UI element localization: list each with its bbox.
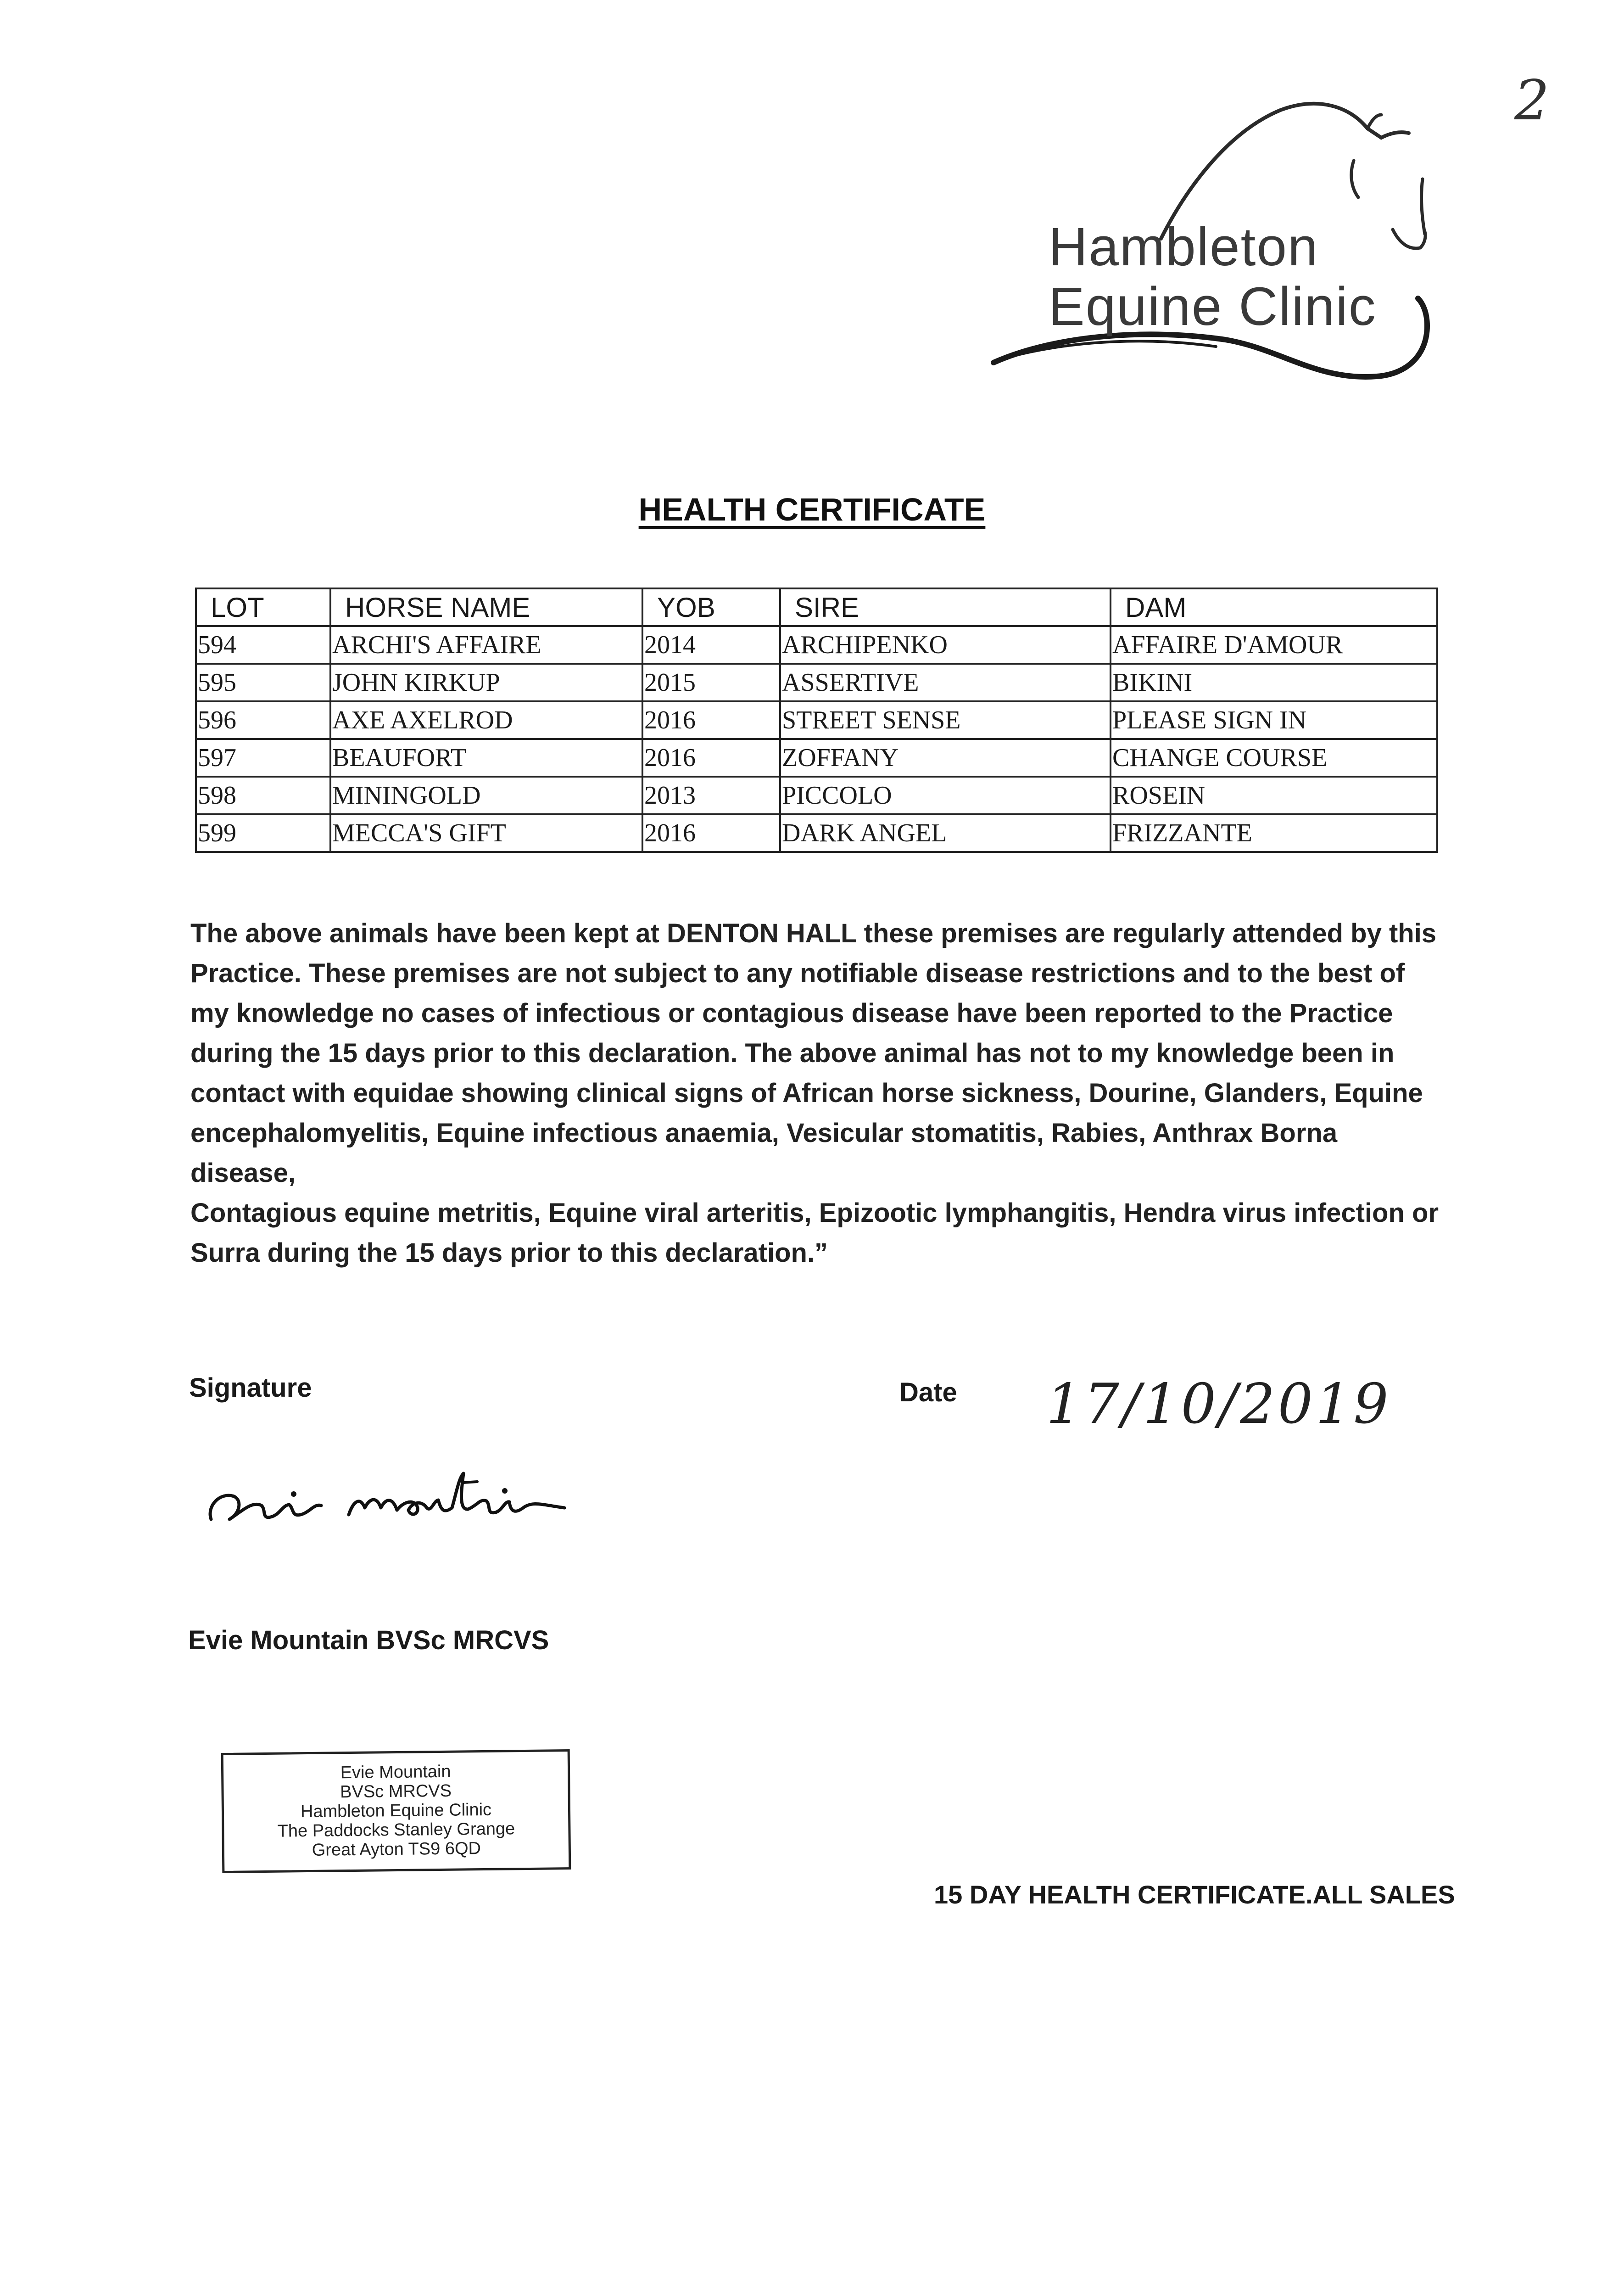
- cell-yob: 2016: [642, 814, 780, 852]
- cell-lot: 599: [196, 814, 330, 852]
- cell-dam: PLEASE SIGN IN: [1111, 701, 1437, 739]
- cell-horse-name: MININGOLD: [330, 777, 642, 814]
- cell-yob: 2015: [642, 664, 780, 701]
- declaration-line: Contagious equine metritis, Equine viral arteritis, Epizootic lymphangitis, Hendra virus infection or: [190, 1198, 1439, 1228]
- declaration-line: Practice. These premises are not subject to any notifiable disease restrictions and to the best of: [190, 958, 1405, 988]
- cell-dam: AFFAIRE D'AMOUR: [1111, 626, 1437, 664]
- table-header-row: [196, 588, 1437, 626]
- cell-horse-name: AXE AXELROD: [330, 701, 642, 739]
- column-header-dam: DAM: [1111, 588, 1437, 626]
- table-row: [196, 626, 1437, 664]
- cell-dam: BIKINI: [1111, 664, 1437, 701]
- logo-text-line2: Equine Clinic: [1049, 276, 1377, 337]
- cell-dam: ROSEIN: [1111, 777, 1437, 814]
- cell-yob: 2014: [642, 626, 780, 664]
- vet-stamp: [221, 1749, 571, 1873]
- declaration-line: Surra during the 15 days prior to this declaration.”: [190, 1238, 828, 1268]
- column-header-lot: LOT: [196, 588, 330, 626]
- table-row: [196, 777, 1437, 814]
- cell-sire: PICCOLO: [780, 777, 1111, 814]
- date-label: Date: [899, 1377, 957, 1407]
- cell-horse-name: BEAUFORT: [330, 739, 642, 777]
- cell-dam: FRIZZANTE: [1111, 814, 1437, 852]
- table-row: [196, 664, 1437, 701]
- cell-lot: 595: [196, 664, 330, 701]
- logo-text-line1: Hambleton: [1049, 217, 1319, 277]
- cell-lot: 597: [196, 739, 330, 777]
- table-row: [196, 814, 1437, 852]
- cell-horse-name: MECCA'S GIFT: [330, 814, 642, 852]
- declaration-line: encephalomyelitis, Equine infectious anaemia, Vesicular stomatitis, Rabies, Anthrax Borna disease,: [190, 1118, 1338, 1188]
- stamp-line: Evie Mountain: [340, 1762, 451, 1783]
- cell-horse-name: ARCHI'S AFFAIRE: [330, 626, 642, 664]
- column-header-horse-name: HORSE NAME: [330, 588, 642, 626]
- signer-name: Evie Mountain BVSc MRCVS: [188, 1625, 549, 1655]
- cell-lot: 598: [196, 777, 330, 814]
- declaration-line: during the 15 days prior to this declaration. The above animal has not to my knowledge been in: [190, 1038, 1395, 1068]
- footer-note: 15 DAY HEALTH CERTIFICATE.ALL SALES: [934, 1880, 1455, 1909]
- column-header-yob: YOB: [642, 588, 780, 626]
- cell-yob: 2016: [642, 739, 780, 777]
- column-header-sire: SIRE: [780, 588, 1111, 626]
- cell-sire: STREET SENSE: [780, 701, 1111, 739]
- declaration-paragraph: [190, 913, 1443, 1273]
- date-value: 17/10/2019: [1046, 1372, 1391, 1436]
- stamp-line: The Paddocks Stanley Grange: [277, 1819, 515, 1841]
- handwritten-signature: [202, 1450, 578, 1542]
- cell-lot: 594: [196, 626, 330, 664]
- cell-yob: 2016: [642, 701, 780, 739]
- signature-label: Signature: [189, 1373, 312, 1403]
- cell-sire: ASSERTIVE: [780, 664, 1111, 701]
- cell-horse-name: JOHN KIRKUP: [330, 664, 642, 701]
- declaration-line: contact with equidae showing clinical signs of African horse sickness, Dourine, Glanders, Equine: [190, 1078, 1423, 1108]
- declaration-line: my knowledge no cases of infectious or contagious disease have been reported to the Practice: [190, 998, 1393, 1028]
- cell-yob: 2013: [642, 777, 780, 814]
- cell-sire: DARK ANGEL: [780, 814, 1111, 852]
- stamp-line: Great Ayton TS9 6QD: [312, 1839, 481, 1860]
- cell-sire: ZOFFANY: [780, 739, 1111, 777]
- table-row: [196, 739, 1437, 777]
- cell-sire: ARCHIPENKO: [780, 626, 1111, 664]
- stamp-line: Hambleton Equine Clinic: [300, 1800, 492, 1822]
- cell-dam: CHANGE COURSE: [1111, 739, 1437, 777]
- table-row: [196, 701, 1437, 739]
- page-title: HEALTH CERTIFICATE: [638, 492, 986, 527]
- cell-lot: 596: [196, 701, 330, 739]
- declaration-line: The above animals have been kept at DENTON HALL these premises are regularly attended by this: [190, 918, 1437, 948]
- stamp-line: BVSc MRCVS: [340, 1781, 452, 1802]
- page-number: 2: [1514, 69, 1550, 133]
- horse-table: [195, 588, 1438, 853]
